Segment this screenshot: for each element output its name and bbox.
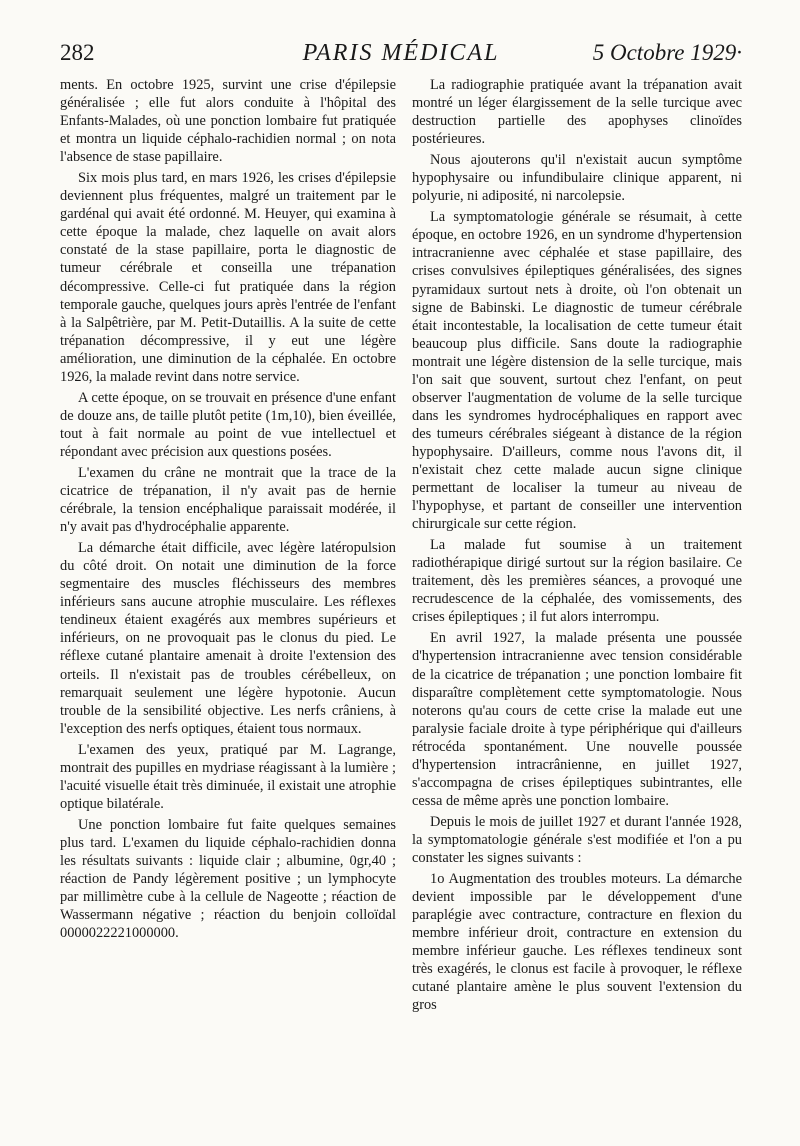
paragraph: La radiographie pratiquée avant la trépanation avait montré un léger élargissement de la selle turcique avec destruction partielle des apophyses clinoïdes postérieures. [412, 77, 742, 148]
paragraph: L'examen du crâne ne montrait que la trace de la cicatrice de trépanation, il n'y avait pas de hernie cérébrale, la tension encéphalique paraissait modérée, il n'y avait pas d'hydrocéphalie apparente. [60, 464, 396, 536]
paragraph: La démarche était difficile, avec légère latéropulsion du côté droit. On notait une diminution de la force segmentaire des muscles fléchisseurs des membres inférieurs sans aucune atrophie musculaire. Les réflexes tendineux étaient exagérés aux membres supérieurs et inférieurs, on ne provoquait pas le clonus du pied. Le réflexe cutané plantaire amenait à droite l'extension des orteils. Il n'existait pas de troubles cérébelleux, on remarquait seulement une légère hypotonie. Aucun trouble de la sensibilité objective. Les nerfs crâniens, à l'exception des nerfs optiques, étaient tous normaux. [60, 540, 396, 737]
paragraph: La malade fut soumise à un traitement radiothérapique dirigé surtout sur la région basilaire. Ce traitement, dès les premières séances, a provoqué une recrudescence de la céphalée, des vomissements, des crises épileptiques ; il fut alors interrompu. [412, 537, 742, 626]
right-column [412, 76, 742, 1017]
paragraph: Nous ajouterons qu'il n'existait aucun symptôme hypophysaire ou infundibulaire clinique apparent, ni polyurie, ni adiposité, ni narcolepsie. [412, 152, 742, 205]
page-number: 282 [60, 40, 95, 65]
journal-title: PARIS MÉDICAL [302, 40, 500, 66]
paragraph: La symptomatologie générale se résumait, à cette époque, en octobre 1926, en un syndrome d'hypertension intracranienne avec céphalée et stase papillaire, des crises convulsives épileptiques généralisées, des signes pyramidaux surtout nets à droite, où l'on obtenait un signe de Babinski. Le diagnostic de tumeur cérébrale était incontestable, la localisation de cette tumeur était beaucoup plus difficile. Sans doute la radiographie montrait une légère distension de la selle turcique, mais l'on sait que souvent, surtout chez l'enfant, on peut observer l'augmentation de volume de la selle turcique dans les syndromes hydrocéphaliques en rapport avec des tumeurs cérébrales siégeant à distance de la région hypophysaire. D'ailleurs, comme nous l'avons dit, il n'existait chez cette malade aucun signe clinique permettant de localiser la tumeur au niveau de l'hypophyse, et partant de conseiller une intervention chirurgicale sur cette région. [412, 209, 742, 533]
paragraph: En avril 1927, la malade présenta une poussée d'hypertension intracranienne avec tension considérable de la cicatrice de trépanation ; une ponction lombaire fit disparaître complètement cette symptomatologie. Nous noterons qu'au cours de cette crise la malade eut une paralysie faciale droite à type périphérique qui d'ailleurs rétrocéda spontanément. Une nouvelle poussée d'hypertension intracrânienne, en juillet 1927, s'accompagna de crises épileptiques subintrantes, elle cessa de même après une ponction lombaire. [412, 630, 742, 809]
page-header [60, 40, 742, 72]
paragraph: Six mois plus tard, en mars 1926, les crises d'épilepsie deviennent plus fréquentes, malgré un traitement par le gardénal qui avait été ordonné. M. Heuyer, qui examina à cette époque la malade, chez laquelle on avait alors constaté de la stase papillaire, porta le diagnostic de tumeur cérébrale et conseilla une trépanation décompressive. Celle-ci fut pratiquée dans la région temporale gauche, quelques jours après l'entrée de l'enfant à la Salpêtrière, par M. Petit-Dutaillis. A la suite de cette trépanation décompressive, il y eut une légère amélioration, une diminution de la céphalée. En octobre 1926, la malade revint dans notre service. [60, 170, 396, 385]
paragraph: ments. En octobre 1925, survint une crise d'épilepsie généralisée ; elle fut alors conduite à l'hôpital des Enfants-Malades, où une ponction lombaire fut pratiquée et montra un liquide céphalo-rachidien normal ; on nota l'absence de stase papillaire. [60, 77, 396, 166]
paragraph: Depuis le mois de juillet 1927 et durant l'année 1928, la symptomatologie générale s'est modifiée et l'on a pu constater les signes suivants : [412, 813, 742, 866]
paragraph: A cette époque, on se trouvait en présence d'une enfant de douze ans, de taille plutôt petite (1m,10), bien éveillée, tout à fait normale au point de vue intellectuel et répondant avec précision aux questions posées. [60, 389, 396, 460]
issue-date: 5 Octobre 1929· [592, 40, 742, 65]
left-column [60, 76, 396, 945]
paragraph: Une ponction lombaire fut faite quelques semaines plus tard. L'examen du liquide céphalo-rachidien donna les résultats suivants : liquide clair ; albumine, 0gr,40 ; réaction de Pandy légèrement positive ; un lymphocyte par millimètre cube à la cellule de Nageotte ; réaction de Wassermann négative ; réaction du benjoin colloïdal 0000022221000000. [60, 816, 396, 942]
paragraph: L'examen des yeux, pratiqué par M. Lagrange, montrait des pupilles en mydriase réagissant à la lumière ; l'acuité visuelle était très diminuée, il existait une atrophie optique bilatérale. [60, 741, 396, 812]
paragraph: 1o Augmentation des troubles moteurs. La démarche devient impossible par le développement d'une paraplégie avec contracture, contracture en flexion du membre inférieur droit, contracture en extension du membre inférieur gauche. Les réflexes tendineux sont très exagérés, le clonus est facile à provoquer, le réflexe cutané plantaire amène le plus souvent l'extension du gros [412, 871, 742, 1014]
